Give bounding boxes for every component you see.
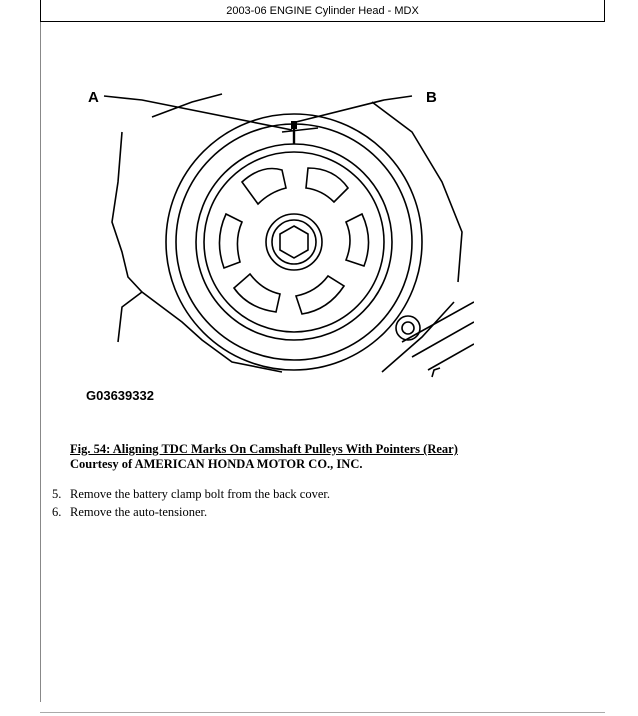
spoke-window-3 [346, 214, 369, 266]
spoke-window-4 [296, 276, 344, 314]
cover-edge-3 [428, 344, 474, 370]
pulley-inner-ring [176, 124, 412, 360]
pulley-web [204, 152, 384, 332]
pulley-diagram [82, 72, 474, 410]
housing-outline-right [372, 102, 462, 282]
page-header [40, 0, 605, 22]
header-title: 2003-06 ENGINE Cylinder Head - MDX [226, 5, 419, 17]
spoke-window-6 [219, 214, 242, 268]
left-margin-rule [40, 22, 41, 702]
figure-caption [70, 442, 458, 472]
cover-edge-1 [402, 302, 474, 342]
cover-edge-2 [412, 322, 474, 357]
pulley-hub [266, 214, 322, 270]
spoke-window-1 [242, 169, 286, 205]
page-bottom-rule [40, 712, 605, 713]
tdc-pointer-tip [291, 121, 297, 129]
bolt-boss-inner [402, 322, 414, 334]
housing-outline-lower-left [118, 292, 142, 342]
step-number: 6. [52, 505, 62, 519]
caption-credit: Courtesy of AMERICAN HONDA MOTOR CO., INC. [70, 457, 363, 471]
step-text: Remove the battery clamp bolt from the back cover. [70, 487, 330, 501]
spoke-window-5 [234, 274, 280, 312]
camshaft-pulley-illustration [82, 72, 474, 410]
center-bolt [280, 226, 308, 258]
pulley-rim [196, 144, 392, 340]
figure-image-id: G03639332 [86, 388, 154, 403]
cover-tick [432, 368, 440, 377]
bolt-boss-outer [396, 316, 420, 340]
spoke-window-2 [306, 168, 348, 202]
label-b: B [426, 89, 437, 106]
procedure-steps [52, 485, 330, 521]
caption-title: Fig. 54: Aligning TDC Marks On Camshaft Pulleys With Pointers (Rear) [70, 442, 458, 456]
step-item [52, 503, 330, 521]
step-item [52, 485, 330, 503]
step-number: 5. [52, 487, 62, 501]
label-a: A [88, 89, 99, 106]
step-text: Remove the auto-tensioner. [70, 505, 208, 519]
